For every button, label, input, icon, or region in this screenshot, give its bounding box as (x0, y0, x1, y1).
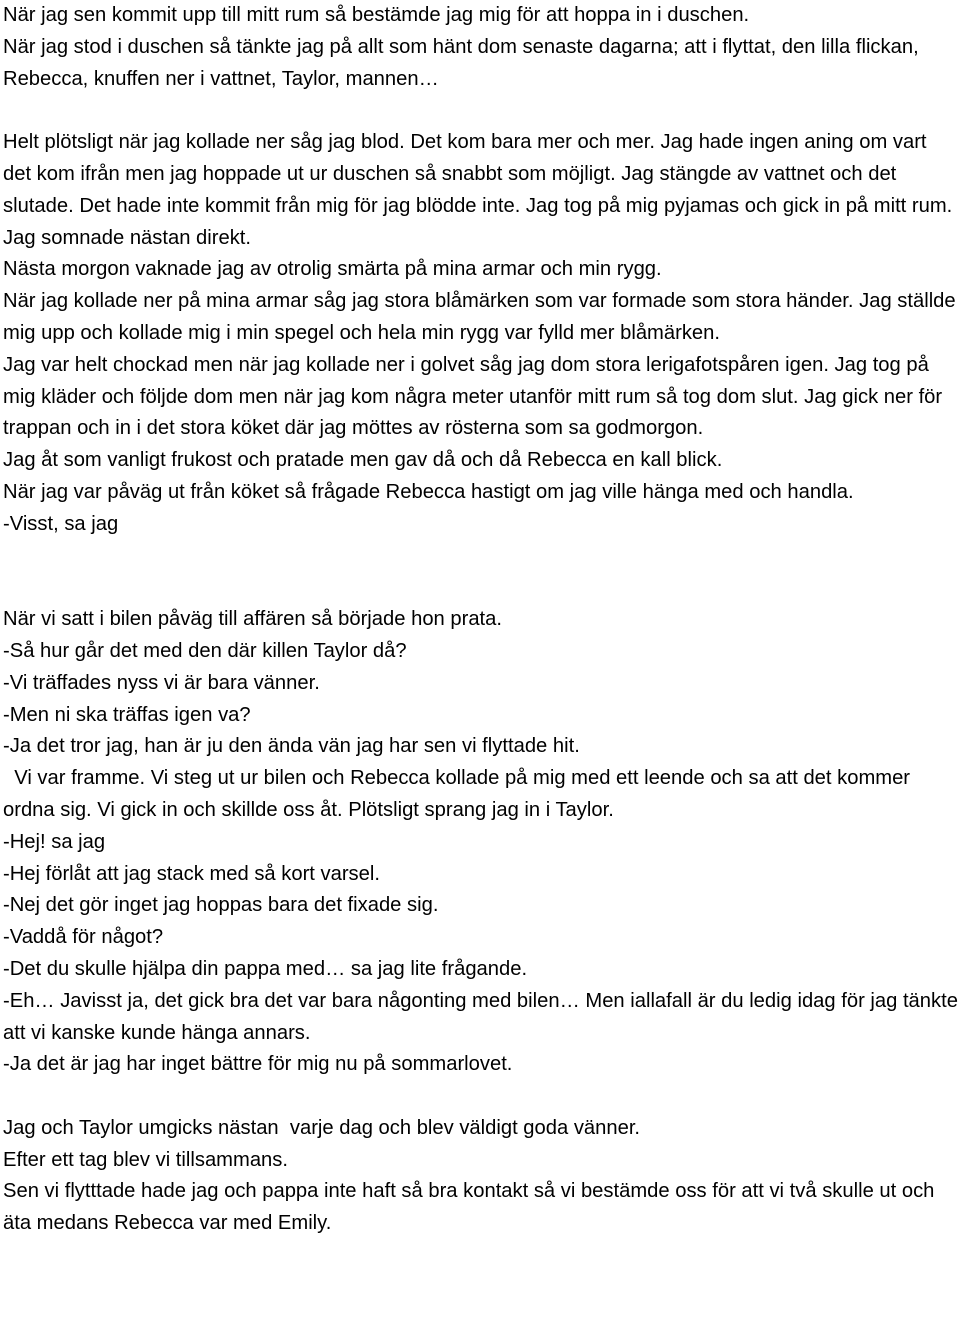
paragraph: -Visst, sa jag (3, 512, 119, 535)
paragraph: Efter ett tag blev vi tillsammans. (3, 1148, 288, 1171)
dialogue-line: -Eh… Javisst ja, det gick bra det var bara någonting med bilen… Men iallafall är du ledig idag för jag tänkte att vi kanske kunde hänga annars. (3, 989, 958, 1044)
dialogue-line: -Ja det är jag har inget bättre för mig nu på sommarlovet. (3, 1053, 513, 1076)
dialogue-line: -Vi träffades nyss vi är bara vänner. (3, 671, 320, 694)
paragraph: När vi satt i bilen påväg till affären så började hon prata. (3, 608, 502, 631)
paragraph: Jag åt som vanligt frukost och pratade men gav då och då Rebecca en kall blick. (3, 449, 723, 472)
paragraph: Jag var helt chockad men när jag kollade ner i golvet såg jag dom stora lerigafotspåren igen. Jag tog på mig kläder och följde dom men när jag kom några meter utanför mitt rum så tog dom slut. Jag gick ner för trappan och in i det stora köket där jag möttes av rösterna som sa godmorgon. (3, 353, 943, 440)
spacer (3, 1081, 960, 1113)
paragraph: När jag stod i duschen så tänkte jag på allt som hänt dom senaste dagarna; att i flyttat, den lilla flickan, Rebecca, knuffen ner i vattnet, Taylor, mannen… (3, 35, 919, 90)
spacer (3, 95, 960, 127)
dialogue-line: -Men ni ska träffas igen va? (3, 703, 251, 726)
paragraph-block-2 (3, 127, 960, 540)
paragraph-block-3 (3, 604, 960, 1081)
paragraph: När jag sen kommit upp till mitt rum så bestämde jag mig för att hoppa in i duschen. (3, 4, 750, 26)
spacer (3, 541, 960, 605)
dialogue-line: -Ja det tror jag, han är ju den ända vän jag har sen vi flyttade hit. (3, 735, 580, 758)
paragraph: Nästa morgon vaknade jag av otrolig smärta på mina armar och min rygg. (3, 258, 662, 281)
paragraph: Helt plötsligt när jag kollade ner såg jag blod. Det kom bara mer och mer. Jag hade ingen aning om vart det kom ifrån men jag hoppade ut ur duschen så snabbt som möjligt. Jag stängde av vattnet och det slutade. Det hade inte kommit från mig för jag blödde inte. Jag tog på mig pyjamas och gick in på mitt rum. Jag somnade nästan direkt. (3, 131, 953, 249)
dialogue-line: -Nej det gör inget jag hoppas bara det fixade sig. (3, 894, 439, 917)
paragraph-block-4 (3, 1113, 960, 1240)
dialogue-line: -Så hur går det med den där killen Taylor då? (3, 639, 407, 662)
paragraph: Sen vi flytttade hade jag och pappa inte haft så bra kontakt så vi bestämde oss för att vi två skulle ut och äta medans Rebecca var med Emily. (3, 1180, 935, 1235)
dialogue-line: -Det du skulle hjälpa din pappa med… sa jag lite frågande. (3, 957, 528, 980)
document-page (3, 0, 960, 1240)
dialogue-line: -Hej! sa jag (3, 830, 106, 853)
paragraph: Vi var framme. Vi steg ut ur bilen och Rebecca kollade på mig med ett leende och sa att det kommer ordna sig. Vi gick in och skillde oss åt. Plötsligt sprang jag in i Taylor. (3, 767, 916, 821)
paragraph: När jag kollade ner på mina armar såg jag stora blåmärken som var formade som stora händer. Jag ställde mig upp och kollade mig i min spegel och hela min rygg var fylld mer blåmärken. (3, 290, 956, 344)
paragraph: Jag och Taylor umgicks nästan varje dag och blev väldigt goda vänner. (3, 1116, 641, 1139)
dialogue-line: -Hej förlåt att jag stack med så kort varsel. (3, 862, 380, 885)
dialogue-line: -Vaddå för något? (3, 926, 164, 949)
paragraph: När jag var påväg ut från köket så frågade Rebecca hastigt om jag ville hänga med och handla. (3, 480, 854, 503)
paragraph-block-1 (3, 0, 960, 95)
